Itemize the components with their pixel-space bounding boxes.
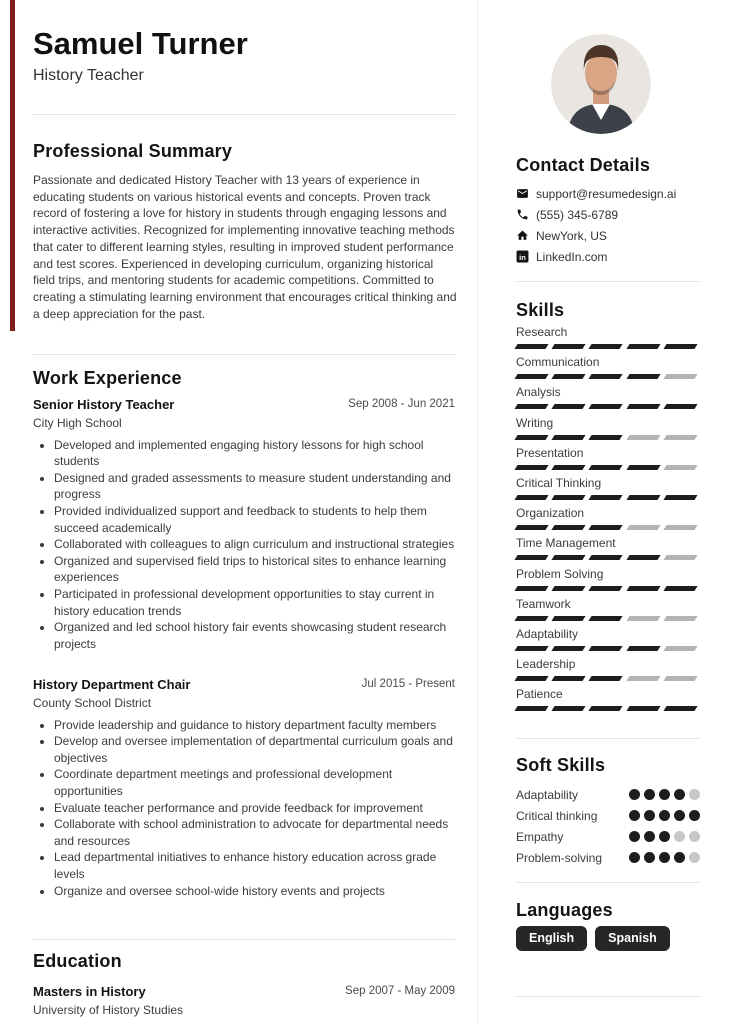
skill-bar-segment [552, 525, 586, 530]
skill-label: Adaptability [516, 626, 579, 641]
job-bullet: • Developed and implemented engaging history lessons for high school students [54, 437, 455, 470]
job-dates: Sep 2008 - Jun 2021 [348, 398, 455, 410]
skill-bar-segment [514, 555, 548, 560]
skill-level-bar [516, 374, 696, 379]
skill-bar-segment [552, 676, 586, 681]
skill-bar-segment [626, 525, 660, 530]
skill-bar-segment [626, 555, 660, 560]
skill-bar-segment [552, 435, 586, 440]
soft-skill-item [516, 784, 700, 805]
soft-skill-dot [644, 789, 655, 800]
skill-level-bar [516, 465, 696, 470]
skill-level-bar [516, 525, 696, 530]
skill-label: Presentation [516, 445, 584, 460]
job-bullet: • Collaborate with school administration to advocate for departmental needs and resources [54, 816, 455, 849]
soft-skill-dot [629, 810, 640, 821]
skill-bar-segment [552, 555, 586, 560]
divider [33, 354, 455, 355]
education-dates: Sep 2007 - May 2009 [345, 985, 455, 997]
contact-text: NewYork, US [536, 228, 607, 243]
language-badge: Spanish [595, 926, 670, 951]
profile-photo [551, 34, 651, 134]
contact-item [516, 183, 700, 204]
skill-level-bar [516, 586, 696, 591]
skill-label: Patience [516, 687, 563, 702]
education-heading: Education [33, 951, 122, 971]
skill-bar-segment [663, 344, 697, 349]
skill-label: Time Management [516, 536, 616, 551]
job-bullet: • Organize and oversee school-wide history events and projects [54, 883, 455, 900]
soft-skill-dot [644, 852, 655, 863]
language-badges [516, 926, 670, 951]
skill-level-bar [516, 646, 696, 651]
summary-text: Passionate and dedicated History Teacher with 13 years of experience in educating students on various historical events and concepts. Proven track record of fostering a love for history in students through engaging lessons and interactive activities. Recognized for implementing innovative teaching methods that cater to different learning styles, resulting in improved student performance and test scores. Experienced in developing curriculum, organizing historical field trips, and mentoring students for academic competitions. Committed to creating a stimulating learning environment that encourages critical thinking and a deep appreciation for the past. [33, 173, 457, 321]
skill-bar-segment [626, 465, 660, 470]
skill-bar-segment [514, 616, 548, 621]
skill-bar-segment [552, 616, 586, 621]
soft-skill-dot [629, 789, 640, 800]
skill-label: Organization [516, 506, 585, 521]
skill-bar-segment [514, 495, 548, 500]
soft-skill-dot [629, 852, 640, 863]
job-bullet: • Collaborated with colleagues to align curriculum and instructional strategies [54, 536, 455, 553]
skill-level-bar [516, 435, 696, 440]
column-separator [477, 0, 478, 1024]
skill-bar-segment [663, 586, 697, 591]
skill-bar-segment [552, 344, 586, 349]
contact-text: support@resumedesign.ai [536, 186, 677, 201]
skill-bar-segment [663, 525, 697, 530]
job-bullet: • Participated in professional development opportunities to stay current in history education trends [54, 586, 455, 619]
job-entry [33, 677, 455, 899]
home-icon [516, 229, 536, 242]
skill-bar-segment [589, 646, 623, 651]
profile-photo-illustration [551, 34, 651, 134]
soft-skill-dot [689, 852, 700, 863]
skill-bar-segment [514, 435, 548, 440]
job-header [33, 677, 455, 693]
skill-bar-segment [589, 706, 623, 711]
languages-heading: Languages [516, 900, 613, 920]
education-entry [33, 984, 455, 1017]
skill-bar-segment [589, 555, 623, 560]
job-bullet: • Lead departmental initiatives to enhance history education across grade levels [54, 849, 455, 882]
job-bullet: • Organized and led school history fair events showcasing student research projects [54, 619, 455, 652]
skill-bar-segment [589, 344, 623, 349]
skill-bar-segment [626, 646, 660, 651]
job-bullet-list [33, 437, 455, 653]
skill-item [516, 356, 700, 386]
soft-skill-dot [674, 831, 685, 842]
soft-skill-label: Empathy [516, 829, 564, 844]
phone-icon [516, 208, 536, 221]
divider [33, 114, 455, 115]
soft-skill-dot [689, 789, 700, 800]
skill-bar-segment [589, 465, 623, 470]
language-badge: English [516, 926, 587, 951]
skill-label: Teamwork [516, 596, 571, 611]
skill-bar-segment [626, 676, 660, 681]
soft-skill-item [516, 826, 700, 847]
skill-bar-segment [552, 495, 586, 500]
soft-skill-dot [659, 810, 670, 821]
soft-skill-dot [674, 852, 685, 863]
skill-bar-segment [514, 344, 548, 349]
soft-skill-dot [629, 831, 640, 842]
skill-label: Research [516, 325, 568, 339]
job-entry [33, 397, 455, 652]
skill-bar-segment [626, 435, 660, 440]
skill-bar-segment [552, 646, 586, 651]
skill-bar-segment [663, 555, 697, 560]
job-bullet: • Develop and oversee implementation of departmental curriculum goals and objectives [54, 733, 455, 766]
divider [516, 738, 700, 739]
skill-item [516, 537, 700, 567]
skill-level-bar [516, 676, 696, 681]
soft-skill-item [516, 805, 700, 826]
skill-bar-segment [552, 404, 586, 409]
skill-label: Communication [516, 355, 600, 370]
email-icon [516, 187, 536, 200]
job-title: Senior History Teacher [33, 397, 175, 412]
skill-item [516, 417, 700, 447]
skill-bar-segment [626, 586, 660, 591]
skill-bar-segment [514, 404, 548, 409]
skill-label: Writing [516, 415, 554, 430]
soft-skill-dots [629, 831, 700, 842]
soft-skills-list [516, 784, 700, 868]
job-bullet: • Designed and graded assessments to measure student understanding and progress [54, 470, 455, 503]
contact-item [516, 246, 700, 267]
education-degree: Masters in History [33, 984, 146, 999]
skill-bar-segment [663, 616, 697, 621]
job-title: History Department Chair [33, 677, 191, 692]
job-bullet-list [33, 717, 455, 900]
skill-level-bar [516, 344, 696, 349]
skill-bar-segment [514, 676, 548, 681]
skill-bar-segment [514, 525, 548, 530]
soft-skill-dot [674, 810, 685, 821]
skill-item [516, 628, 700, 658]
skill-item [516, 447, 700, 477]
skill-bar-segment [589, 586, 623, 591]
skill-bar-segment [663, 495, 697, 500]
job-bullet: • Provided individualized support and feedback to students to help them succeed academically [54, 503, 455, 536]
skill-bar-segment [663, 374, 697, 379]
skill-bar-segment [589, 374, 623, 379]
skill-bar-segment [663, 646, 697, 651]
skill-item [516, 507, 700, 537]
skill-bar-segment [663, 404, 697, 409]
soft-skill-dot [659, 852, 670, 863]
skill-label: Analysis [516, 385, 561, 400]
skill-bar-segment [514, 586, 548, 591]
skill-bar-segment [514, 374, 548, 379]
skill-bar-segment [552, 706, 586, 711]
soft-skill-dots [629, 810, 700, 821]
skill-bar-segment [589, 404, 623, 409]
soft-skill-item [516, 847, 700, 868]
skill-bar-segment [626, 344, 660, 349]
work-heading: Work Experience [33, 368, 182, 388]
skill-label: Critical Thinking [516, 475, 602, 490]
job-company: County School District [33, 695, 152, 710]
left-accent-bar [10, 0, 15, 331]
contact-text: (555) 345-6789 [536, 207, 619, 222]
skill-item [516, 326, 700, 356]
summary-heading: Professional Summary [33, 141, 233, 161]
divider [516, 996, 700, 997]
sidebar [516, 0, 700, 1024]
main-column [33, 0, 455, 1024]
candidate-name: Samuel Turner [33, 26, 248, 61]
soft-skill-dots [629, 852, 700, 863]
skill-bar-segment [589, 495, 623, 500]
skills-heading: Skills [516, 300, 565, 320]
skill-bar-segment [552, 374, 586, 379]
contact-heading: Contact Details [516, 155, 651, 175]
soft-skill-dot [689, 831, 700, 842]
job-bullet: • Evaluate teacher performance and provide feedback for improvement [54, 800, 455, 817]
skill-level-bar [516, 555, 696, 560]
soft-skill-dot [689, 810, 700, 821]
skill-item [516, 386, 700, 416]
soft-skill-label: Critical thinking [516, 808, 598, 823]
skill-bar-segment [626, 404, 660, 409]
skill-item [516, 477, 700, 507]
soft-skills-heading: Soft Skills [516, 755, 606, 775]
skill-bar-segment [663, 706, 697, 711]
skill-bar-segment [589, 616, 623, 621]
skill-bar-segment [626, 616, 660, 621]
divider [33, 939, 455, 940]
skill-level-bar [516, 616, 696, 621]
soft-skill-dots [629, 789, 700, 800]
soft-skill-label: Adaptability [516, 787, 579, 802]
divider [516, 882, 700, 883]
skill-bar-segment [514, 465, 548, 470]
skill-bar-segment [626, 374, 660, 379]
contact-item [516, 225, 700, 246]
skill-bar-segment [514, 706, 548, 711]
skill-item [516, 658, 700, 688]
skill-bar-segment [626, 706, 660, 711]
skills-list [516, 326, 700, 718]
linkedin-icon [516, 250, 536, 263]
job-bullet: • Coordinate department meetings and professional development opportunities [54, 766, 455, 799]
skill-bar-segment [552, 465, 586, 470]
skill-bar-segment [663, 676, 697, 681]
job-header [33, 397, 455, 413]
skill-bar-segment [589, 676, 623, 681]
skill-bar-segment [663, 465, 697, 470]
soft-skill-dot [644, 810, 655, 821]
skill-bar-segment [589, 525, 623, 530]
soft-skill-dot [674, 789, 685, 800]
skill-bar-segment [626, 495, 660, 500]
job-dates: Jul 2015 - Present [361, 678, 455, 690]
contact-list [516, 183, 700, 267]
contact-text: LinkedIn.com [536, 249, 608, 264]
job-bullet: • Provide leadership and guidance to history department faculty members [54, 717, 455, 734]
skill-item [516, 688, 700, 718]
soft-skill-dot [659, 831, 670, 842]
job-company: City High School [33, 415, 122, 430]
skill-level-bar [516, 706, 696, 711]
skill-level-bar [516, 404, 696, 409]
soft-skill-label: Problem-solving [516, 850, 603, 865]
skill-level-bar [516, 495, 696, 500]
job-bullet: • Organized and supervised field trips to historical sites to enhance learning experiences [54, 553, 455, 586]
contact-item [516, 204, 700, 225]
svg-text:in: in [519, 252, 526, 262]
skill-bar-segment [514, 646, 548, 651]
candidate-job-title: History Teacher [33, 67, 144, 84]
education-school: University of History Studies [33, 1002, 184, 1017]
skill-item [516, 568, 700, 598]
divider [516, 281, 700, 282]
skill-bar-segment [589, 435, 623, 440]
skill-label: Leadership [516, 657, 576, 672]
soft-skill-dot [659, 789, 670, 800]
skill-bar-segment [663, 435, 697, 440]
soft-skill-dot [644, 831, 655, 842]
skill-label: Problem Solving [516, 566, 604, 581]
skill-item [516, 598, 700, 628]
skill-bar-segment [552, 586, 586, 591]
